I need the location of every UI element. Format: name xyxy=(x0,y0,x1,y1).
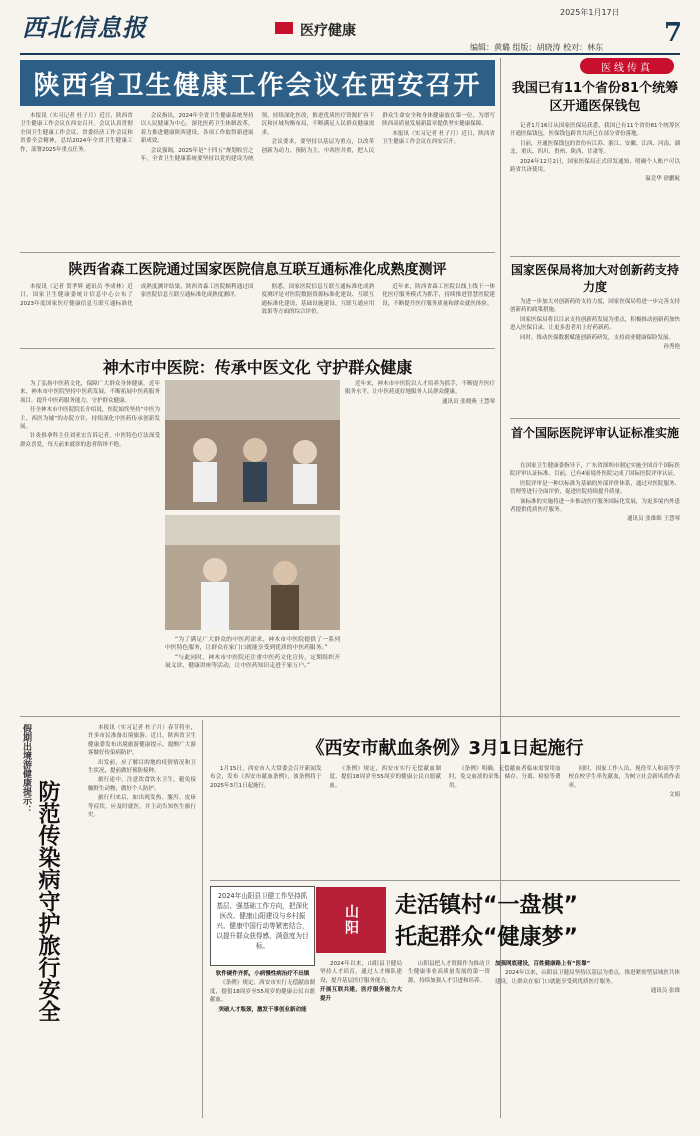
pull-quote: 2024年山阳县卫健工作坚持抓基层、强基础工作方向，把深化医改、健康山阳建设与乡村振兴、健康中国行动等紧密结合，以提升群众获得感、满意度为目标。 xyxy=(210,886,315,966)
article5-body xyxy=(510,298,680,410)
article5-paragraph: 为进一步加大对创新药的支持力度，国家医保局将进一步完善支持创新药的政策措施。 xyxy=(510,299,680,314)
article8-paragraph: 2024年以来，山阳县卫健局坚持人才培育，通过人才梯队建设，提升基层医疗服务能力。 xyxy=(320,961,402,984)
article6-caption xyxy=(165,636,340,712)
section-divider xyxy=(20,716,680,717)
article6-headline: 神木市中医院：传承中医文化 守护群众健康 xyxy=(102,358,413,377)
photo-placeholder-icon xyxy=(165,515,340,630)
article2-paragraph: 记者1月16日从国家医保局获悉，我国已有11个省份81个统筹区开通医保钱包，医保钱包跨省共济已在部分省份落地。 xyxy=(510,123,680,138)
article4-headline: 首个国际医院评审认证标准实施 xyxy=(510,426,679,440)
article2-headline: 我国已有11个省份81个统筹区开通医保钱包 xyxy=(511,81,679,114)
article8-body xyxy=(320,960,490,1115)
article6-paragraph: 近年来，神木市中医院以人才培养为抓手，不断提升医疗服务水平，让中医药更好地服务人民群众健康。 xyxy=(345,381,495,396)
article6-body-left xyxy=(20,380,160,710)
article2-paragraph: 2024年12月2日，国家医保局正式印发通知，明确个人账户可以跨省共济使用。 xyxy=(510,158,680,174)
issue-date: 2025年1月17日 xyxy=(560,8,620,17)
article8-headline-line2: 托起群众“健康梦” xyxy=(395,925,578,950)
article6-paragraph: “为了满足广大群众的中医药需求，神木市中医院提供了一系列中医特色服务，让群众在家门口就能享受到优质的中医药服务。” xyxy=(165,637,340,652)
article8-paragraph: 山阳县把人才资源作为推动卫生健康事业高质量发展的第一资源，持续加强人才引进和培养。 xyxy=(408,961,490,984)
article1-body xyxy=(20,112,495,247)
article3-paragraph: 据悉，国家医院信息互联互通标准化成熟度测评是对医院数据资源标准化建设、互联互通标准化建设、基础设施建设、互联互通应用效果等方面的综合评价。 xyxy=(261,284,375,316)
article5-paragraph: 同时，推动医保数据赋能创新药研发，支持商业健康保险发展。 xyxy=(520,334,675,341)
article2-body xyxy=(510,122,680,252)
article5-headline: 国家医保局将加大对创新药支持力度 xyxy=(510,263,679,294)
top-rule xyxy=(20,53,680,55)
article6-paragraph: 任全神木市中医院院长介绍说，医院始终坚持“中医为主、西医为辅”的办院方针，持续深化中医药传承创新发展。 xyxy=(20,407,160,431)
article3-body xyxy=(20,283,495,345)
article2-byline: 温竞华 徐鹏航 xyxy=(645,176,680,183)
article8-tag: 山阳 xyxy=(316,887,386,953)
section-divider xyxy=(510,418,680,419)
article6-body-right xyxy=(345,380,495,710)
sidebar-body xyxy=(88,724,196,1116)
section-name: 医疗健康 xyxy=(300,23,356,39)
article7-paragraph: 《条例》规定，西安市实行无偿献血制度，提倡18周岁至55周岁的健康公民自愿献血。 xyxy=(329,766,441,789)
article7-body xyxy=(210,765,680,880)
article3-headline: 陕西省森工医院通过国家医院信息互联互通标准化成熟度测评 xyxy=(68,262,447,278)
section-marker-icon xyxy=(275,22,293,34)
section-divider xyxy=(20,252,495,253)
masthead xyxy=(0,0,700,52)
article1-paragraph: 会议要求，要坚持以基层为重点，以改革创新为动力，预防为主，中西医并重，把人民群众生命安全和身体健康放在第一位，为谱写陕西高质量发展新篇章提供坚实健康保障。 xyxy=(261,113,495,154)
column-tag: 医线传真 xyxy=(580,58,674,74)
sidebar-headline: 防范传染病守护旅行安全 xyxy=(35,780,60,1022)
article4-body xyxy=(510,462,680,712)
article4-paragraph: 该标准的实施将进一步推动医疗服务国际化发展，为更多境内外患者提供优质医疗服务。 xyxy=(510,498,680,514)
article2-paragraph: 目前，开通医保钱包的省份有江苏、浙江、安徽、江西、河南、湖北、重庆、四川、贵州、陕西、甘肃等。 xyxy=(510,140,680,156)
column-divider xyxy=(500,58,501,1118)
sidebar-kicker: 假期出境游健康提示： xyxy=(21,724,31,814)
article1-paragraph: 会议指出，2024年全省卫生健康系统坚持以人民健康为中心，深化医药卫生体制改革，着力推进健康陕西建设，各项工作取得新进展新成效。 xyxy=(140,113,254,145)
section-divider xyxy=(210,880,680,881)
article6-paragraph: 针灸推拿科主任刘亚宏告诉记者，中医特色疗法深受群众喜爱，每天前来就诊的患者络绎不绝。 xyxy=(20,433,160,448)
article7-paragraph: 同时，国家工作人员、现役军人和高等学校在校学生率先献血，为树立社会新风尚作表率。 xyxy=(568,766,680,789)
editor-credits: 编辑：黄璐 组版：胡晓涛 校对：林东 xyxy=(470,43,604,52)
article4-paragraph: 医院评审是一种以标准为基础的外部评价体系，通过对医院服务、管理等进行全面评价，促进医院持续提升质量。 xyxy=(510,480,680,496)
article5-paragraph: 国家医保局将以目录支持创新药发展为重点，积极推动创新药加快进入医保目录，让更多患者用上好药新药。 xyxy=(510,316,680,332)
article7-paragraph: 《条例》规定，西安市实行无偿献血制度，提倡18周岁至55周岁的健康公民自愿献血。 xyxy=(210,980,315,1004)
article1-paragraph: 本报讯（实习记者 杜子月）近日，陕西省卫生健康工作会议在西安召开。会议认真贯彻全国卫生健康工作会议、省委经济工作会议和省委全会精神，总结2024年全省卫生健康工作，部署2025年重点任务。 xyxy=(20,113,133,153)
hospital-photo-1 xyxy=(165,380,340,510)
article8-byline: 通讯员 张维 xyxy=(650,988,680,995)
sidebar-paragraph: 旅行途中，注意饮食饮水卫生，避免接触野生动物，做好个人防护。 xyxy=(88,777,196,792)
article7-headline: 《西安市献血条例》3月1日起施行 xyxy=(306,738,584,759)
newspaper-logo: 西北信息报 xyxy=(22,13,147,42)
page-number: 7 xyxy=(664,18,683,48)
article1-paragraph: 会议强调，2025年是“十四五”规划收官之年，全省卫生健康系统要坚持以党的建设为统领，持续深化医改，推进优质医疗资源扩容下沉和区域均衡布局，不断满足人民群众健康需求。 xyxy=(140,113,375,163)
article8-headline-line1: 走活镇村“一盘棋” xyxy=(395,893,578,918)
article4-byline: 通讯员 张维维 王慧琴 xyxy=(627,516,680,523)
photo-placeholder-icon xyxy=(165,380,340,510)
article7-subhead: 软件硬件齐抓，小病慢性病治疗不出镇 xyxy=(215,971,310,977)
sidebar-paragraph: 旅行归来后，如出现发热、腹泻、皮疹等症状，应及时就医，并主动告知医生旅行史。 xyxy=(88,795,196,819)
article7-subhead-2: 突破人才瓶颈，激发干事创业新动能 xyxy=(218,1006,307,1013)
section-divider xyxy=(20,348,495,349)
article1-headline: 陕西省卫生健康工作会议在西安召开 xyxy=(20,60,495,106)
section-divider xyxy=(510,256,680,257)
article8-paragraph: 2024年以来，山阳县卫健局坚持以基层为重点，推进紧密型县域医共体建设，让群众在家门口就能享受到优质医疗服务。 xyxy=(495,970,680,985)
sidebar-paragraph: 本报讯（实习记者 杜子月）春节将至，许多市民准备出境旅游。近日，陕西省卫生健康委发布出境旅游健康提示，提醒广大游客做好传染病防护。 xyxy=(88,725,196,757)
article6-caption-text: “与此同时，神木市中医院还注重中医药文化宣传，定期组织开展义诊、健康讲座等活动，让中医药知识走进千家万户。” xyxy=(165,654,340,670)
article6-paragraph: 为了弘扬中医药文化，保障广大群众身体健康，近年来，神木市中医院坚持中医药发展，不断拓展中医药服务项目，提升中医药服务能力，守护群众健康。 xyxy=(20,381,160,404)
article4-paragraph: 在国家卫生健康委指导下，广东省深圳市制定实施全国首个国际医院评审认证标准。目前，已有4家境外医院完成了国际医院评审认证。 xyxy=(510,463,680,478)
article3-paragraph: 近年来，陕西省森工医院以线上线下一体化医疗服务模式为抓手，持续推进智慧医院建设，不断提升医疗服务质量和群众就医体验。 xyxy=(382,284,495,307)
article3-byline: 本报讯（记者 贺孝辉 通讯员 李成林）近日，国家卫生健康委统计信息中心公布了2023年度国家医疗健康信息互联互通标准化成熟度测评结果，陕西省森工医院顺利通过国家医院信息互联互通标准化成熟度测评。 xyxy=(20,284,254,307)
article6-byline: 通讯员 张晓燕 王慧琴 xyxy=(442,398,495,405)
sidebar-paragraph: 出发前，应了解目的地的疫情情况和卫生状况，提前做好预防接种。 xyxy=(88,759,196,775)
article7-paragraph: 《条例》明确，无偿献血者临床需要用血时，免交血液的采集、储存、分离、检验等费用。 xyxy=(449,766,561,789)
article7-paragraph: 1月15日，西安市人大常委会召开新闻发布会，发布《西安市献血条例》，该条例将于2025年3月1日起施行。 xyxy=(210,766,322,789)
article5-byline: 孙秀艳 xyxy=(663,344,680,351)
article8-body-right xyxy=(495,960,680,1115)
article8-subhead-2: 加强网底建设，百姓健康路上有“医靠” xyxy=(495,961,591,967)
article7-byline: 文娟 xyxy=(668,792,680,799)
article1-byline: 本报讯（实习记者 杜子月）近日，陕西省卫生健康工作会议在西安召开。 xyxy=(382,130,495,146)
column-divider xyxy=(202,720,203,1118)
article7-continued xyxy=(210,970,315,1115)
article8-subhead: 开展互联共建，医疗服务能力大提升 xyxy=(320,987,402,1002)
hospital-photo-2 xyxy=(165,515,340,630)
